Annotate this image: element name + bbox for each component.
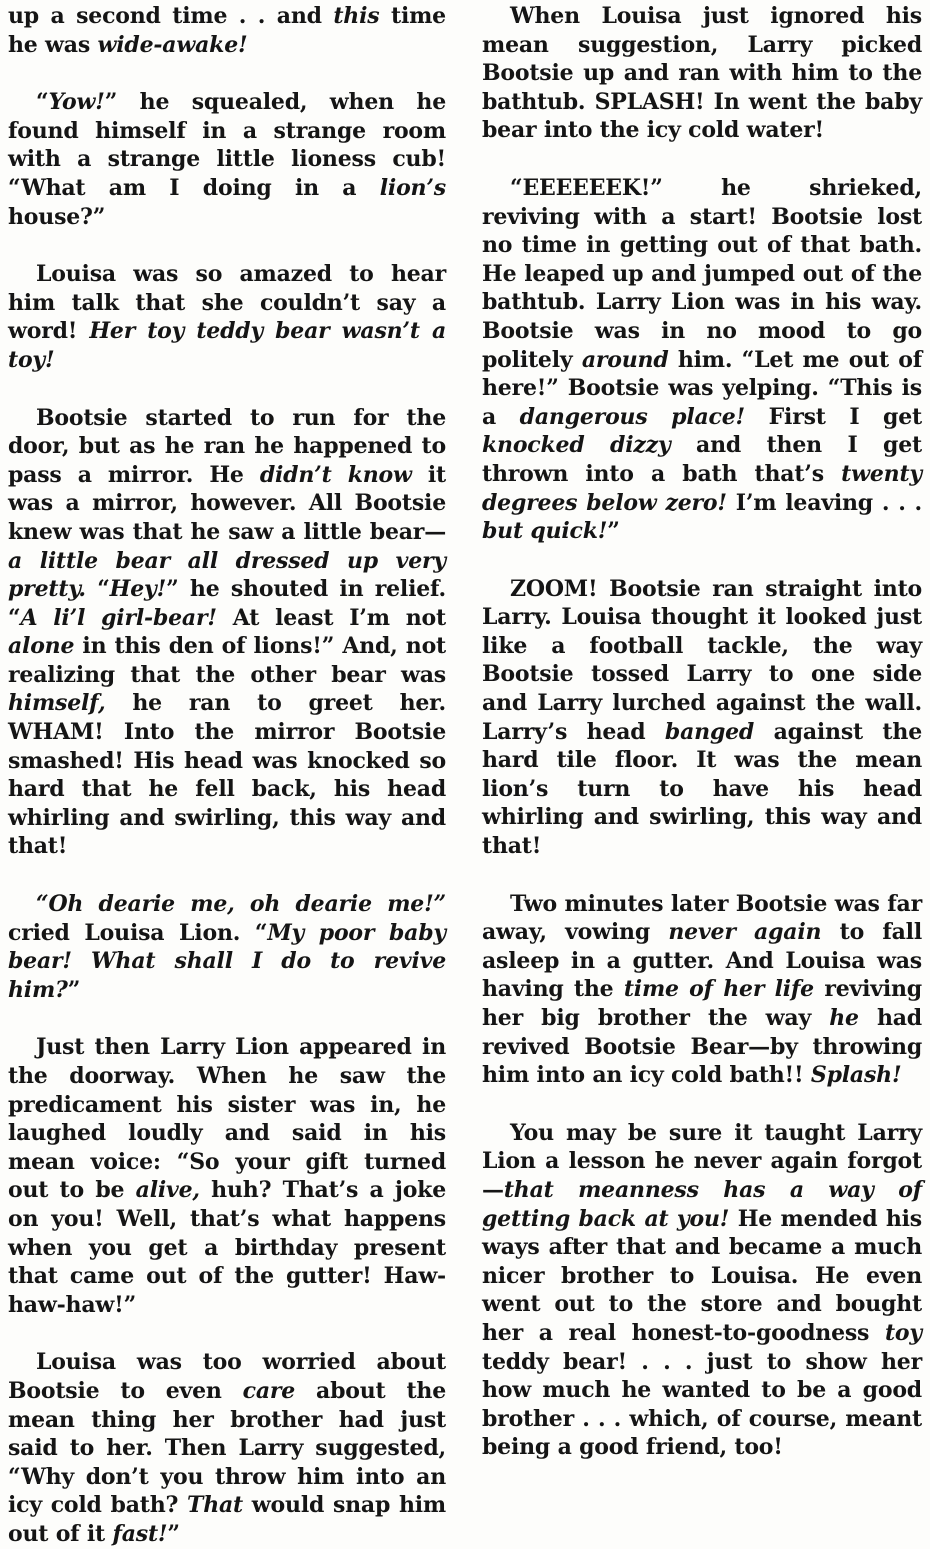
- story-paragraph: [482, 174, 922, 546]
- text-run: time he was: [8, 3, 446, 58]
- quote-mark: ”: [104, 89, 118, 116]
- text-run: Two minutes later Bootsie was far away, vowing: [482, 890, 922, 946]
- text-run: Louisa was so amazed to hear him talk that she couldn’t say a word!: [8, 261, 446, 345]
- story-paragraph: [8, 890, 446, 1004]
- italic-run: around: [581, 346, 669, 373]
- italic-run: time of her life: [623, 976, 814, 1003]
- italic-run: this: [333, 3, 380, 29]
- story-paragraph: [482, 1119, 922, 1462]
- story-paragraph: [482, 575, 922, 861]
- italic-run: dangerous place!: [519, 403, 745, 430]
- text-run: would snap him out of it: [8, 1492, 446, 1547]
- italic-run: Her toy teddy bear wasn’t a toy!: [8, 318, 446, 373]
- text-run: ”: [607, 518, 620, 545]
- italic-run: knocked dizzy: [482, 432, 671, 459]
- text-run: Bootsie started to run for the door, but as he ran he happened to pass a mirror. He: [8, 404, 446, 488]
- story-paragraph: [8, 260, 446, 374]
- italic-run: never again: [668, 919, 822, 946]
- text-run: I’m leaving . . .: [726, 489, 922, 516]
- italic-run: alive,: [135, 1177, 200, 1204]
- italic-run: My poor baby bear! What shall I do to revive him?: [8, 919, 446, 1003]
- italic-run: care: [242, 1377, 296, 1404]
- text-run: against the hard tile floor. It was the mean lion’s turn to have his head whirling and swirling, this way and that!: [482, 718, 922, 860]
- text-run: First I get: [745, 403, 922, 430]
- italic-run: Yow!: [48, 89, 105, 116]
- italic-run: wide-awake!: [97, 31, 248, 58]
- text-run: reviving her big brother the way: [482, 976, 922, 1031]
- text-run: huh? That’s a joke on you! Well, that’s what happens when you get a birthday present that came out of the gutter! Haw-haw-haw!”: [8, 1177, 447, 1318]
- italic-run: but quick!: [482, 518, 608, 545]
- italic-run: banged: [664, 718, 755, 745]
- text-run: He mended his ways after that and became a much nicer brother to Louisa. He even went out to the store and bought her a real honest-to-goodness: [482, 1205, 922, 1346]
- text-run: ZOOM! Bootsie ran straight into Larry. Louisa thought it looked just like a football tackle, the way Bootsie tossed Larry to one side and Larry lurched against the wall. Larry’s head: [482, 575, 922, 745]
- italic-run: twenty degrees below zero!: [482, 460, 922, 516]
- italic-run: a little bear all dressed up very pretty.: [8, 547, 446, 603]
- text-run: You may be sure it taught Larry Lion a lesson he never again forgot—: [482, 1119, 922, 1203]
- text-run: house?”: [8, 203, 106, 230]
- text-run: cried Louisa Lion. “: [8, 919, 268, 946]
- story-paragraph: [482, 2, 922, 145]
- text-run: up a second time . . and: [8, 3, 334, 29]
- italic-run: toy: [884, 1319, 922, 1346]
- text-run: had revived Bootsie Bear—by throwing him into an icy cold bath!!: [482, 1005, 922, 1089]
- italic-run: Splash!: [810, 1062, 902, 1089]
- text-run: “EEEEEEK!” he shrieked, reviving with a start! Bootsie lost no time in getting out of that bath. He leaped up and jumped out of the bathtub. Larry Lion was in his way. Bootsie was in no mood to go politely: [482, 174, 922, 373]
- text-run: it was a mirror, however. All Bootsie knew was that he saw a little bear—: [8, 461, 446, 545]
- italic-run: that meanness has a way of getting back at you!: [482, 1176, 922, 1232]
- italic-run: lion’s: [379, 174, 446, 201]
- right-text-column: [482, 2, 922, 1462]
- text-run: ”: [67, 976, 81, 1003]
- story-paragraph: [482, 890, 922, 1090]
- italic-run: himself,: [8, 690, 106, 717]
- text-run: When Louisa just ignored his mean suggestion, Larry picked Bootsie up and ran with him to the bathtub. SPLASH! In went the baby bear into the icy cold water!: [482, 3, 922, 144]
- text-run: to fall asleep in a gutter. And Louisa was having the: [482, 919, 922, 1003]
- text-run: about the mean thing her brother had just said to her. Then Larry suggested, “Why don’t you throw him into an icy cold bath?: [8, 1377, 446, 1519]
- story-paragraph: [8, 404, 446, 862]
- story-paragraph: [8, 1348, 446, 1548]
- text-run: him. “Let me out of here!” Bootsie was yelping. “This is a: [482, 346, 922, 430]
- text-run: Louisa was too worried about Bootsie to even: [8, 1349, 446, 1404]
- text-run: ” he shouted in relief. “: [8, 576, 446, 631]
- story-paragraph: [8, 88, 446, 231]
- text-run: in this den of lions!” And, not realizing that the other bear was: [8, 633, 446, 688]
- text-run: ”: [167, 1520, 180, 1547]
- italic-run: he: [829, 1005, 859, 1031]
- italic-run: Hey!: [109, 576, 167, 603]
- italic-run: A li’l girl-bear!: [20, 604, 217, 631]
- quote-mark: “: [36, 89, 49, 116]
- italic-run: alone: [8, 633, 75, 660]
- text-run: teddy bear! . . . just to show her how much he wanted to be a good brother . . . which, of course, meant being a good friend, too!: [482, 1348, 922, 1461]
- text-run: At least I’m not: [216, 604, 446, 631]
- text-run: he ran to greet her. WHAM! Into the mirror Bootsie smashed! His head was knocked so hard that he fell back, his head whirling and swirling, this way and that!: [8, 690, 446, 860]
- story-paragraph: [8, 2, 446, 59]
- italic-run: “Oh dearie me, oh dearie me!”: [36, 891, 446, 918]
- story-paragraph: [8, 1033, 446, 1319]
- text-run: and then I get thrown into a bath that’s: [482, 432, 922, 487]
- italic-run: fast!: [112, 1520, 168, 1547]
- text-run: “: [85, 576, 110, 603]
- left-text-column: [8, 2, 446, 1549]
- italic-run: That: [187, 1492, 244, 1519]
- text-run: Just then Larry Lion appeared in the doorway. When he saw the predicament his sister was in, he laughed loudly and said in his mean voice: “So your gift turned out to be: [8, 1034, 446, 1204]
- italic-run: didn’t know: [259, 461, 412, 488]
- text-run: he squealed, when he found himself in a strange room with a strange little lioness cub! “What am I doing in a: [8, 89, 446, 201]
